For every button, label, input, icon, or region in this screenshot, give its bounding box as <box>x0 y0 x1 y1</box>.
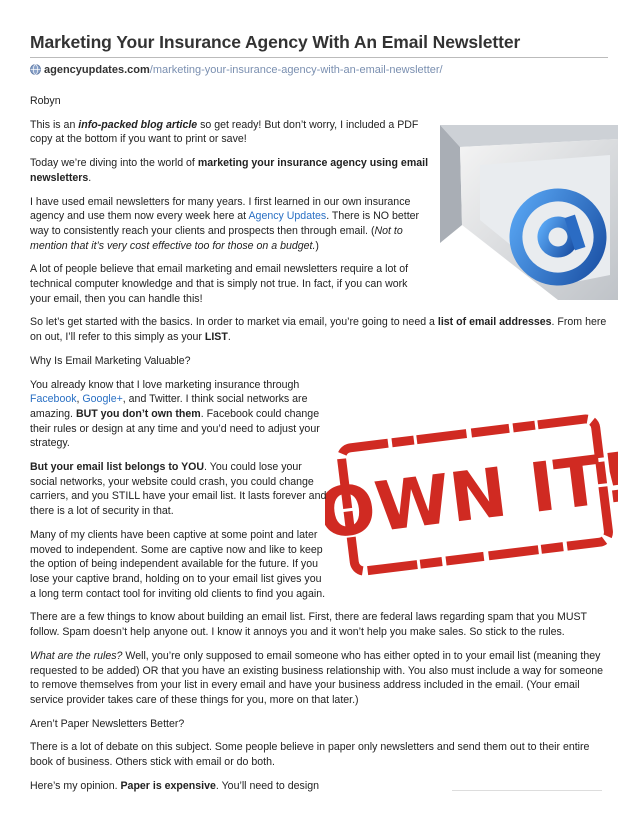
source-domain[interactable]: agencyupdates.com <box>44 64 150 76</box>
paragraph-experience: I have used email newsletters for many years. I first learned in our own insurance agency and use them now every week here at Agency Updates. There is NO better way to consistently reach your clients and prospects then through email. (Not to mention that it’s very cost effective too for those on a budget.) <box>30 195 420 252</box>
paragraph-spam-laws: There are a few things to know about building an email list. First, there are federal laws regarding spam that you MUST follow. Spam doesn’t help anyone out. I know it annoys you and it won’t help you make sales. So stick to the rules. <box>30 611 587 639</box>
heading-why-valuable: Why Is Email Marketing Valuable? <box>30 354 191 367</box>
article-title: Marketing Your Insurance Agency With An Email Newsletter <box>30 32 521 52</box>
agency-updates-link[interactable]: Agency Updates <box>248 210 327 223</box>
heading-paper-newsletters: Aren’t Paper Newsletters Better? <box>30 717 185 730</box>
footer-divider <box>452 790 602 791</box>
at-symbol-label: @ <box>558 247 565 253</box>
paragraph-rules: What are the rules? Well, you’re only supposed to email someone who has either opted in to your email list (meaning they requested to be added) OR that you have an existing business relationship with. You also must include a way for someone to remove themselves from your list in every email and have your business address included in the email. (Your email service provider takes care of these things for you, more on that later.) <box>30 649 603 706</box>
article-body <box>30 94 608 802</box>
paragraph-list-belongs: But your email list belongs to YOU. You could lose your social networks, your website could crash, you could change carriers, and you STILL have your email list. It lasts forever and there is a lot of security in that. <box>30 461 327 518</box>
title-divider <box>30 57 608 58</box>
author-name: Robyn <box>30 95 61 107</box>
paragraph-today: Today we’re diving into the world of marketing your insurance agency using email newsletters. <box>30 157 429 184</box>
paragraph-belief: A lot of people believe that email marketing and email newsletters require a lot of technical computer knowledge and that is simply not true. In fact, if you can work your email, then you can handle this! <box>30 263 409 305</box>
paragraph-debate: There is a lot of debate on this subject. Some people believe in paper only newsletters and send them out to their entire book of business. Others stick with email or do both. <box>30 741 590 769</box>
stamp-text: OWN IT! <box>325 438 618 555</box>
paragraph-opinion: Here’s my opinion. Paper is expensive. You’ll need to design <box>30 779 319 792</box>
paragraph-social: You already know that I love marketing insurance through Facebook, Google+, and Twitter. I think social networks are amazing. BUT you don’t own them. Facebook could change their rules or design at any time and you’d need to adjust your strategy. <box>30 378 320 450</box>
paragraph-basics: So let’s get started with the basics. In order to market via email, you’re going to need a list of email addresses. From here on out, I’ll refer to this simply as your LIST. <box>30 316 607 344</box>
globe-icon <box>30 64 41 75</box>
google-plus-link[interactable]: Google+ <box>82 393 123 406</box>
paragraph-intro: This is an info-packed blog article so get ready! But don’t worry, I included a PDF copy at the bottom if you want to print or save! <box>30 118 419 146</box>
facebook-link[interactable]: Facebook <box>30 393 77 406</box>
source-line[interactable] <box>30 63 443 77</box>
paragraph-captive: Many of my clients have been captive at some point and later moved to independent. Some are captive now and like to keep the option of being independent available for the future. If you lose your captive brand, holding on to your email list gives you a long term contact tool for inviting old clients to find you again. <box>30 528 326 600</box>
source-path[interactable]: /marketing-your-insurance-agency-with-an-email-newsletter/ <box>149 64 443 76</box>
